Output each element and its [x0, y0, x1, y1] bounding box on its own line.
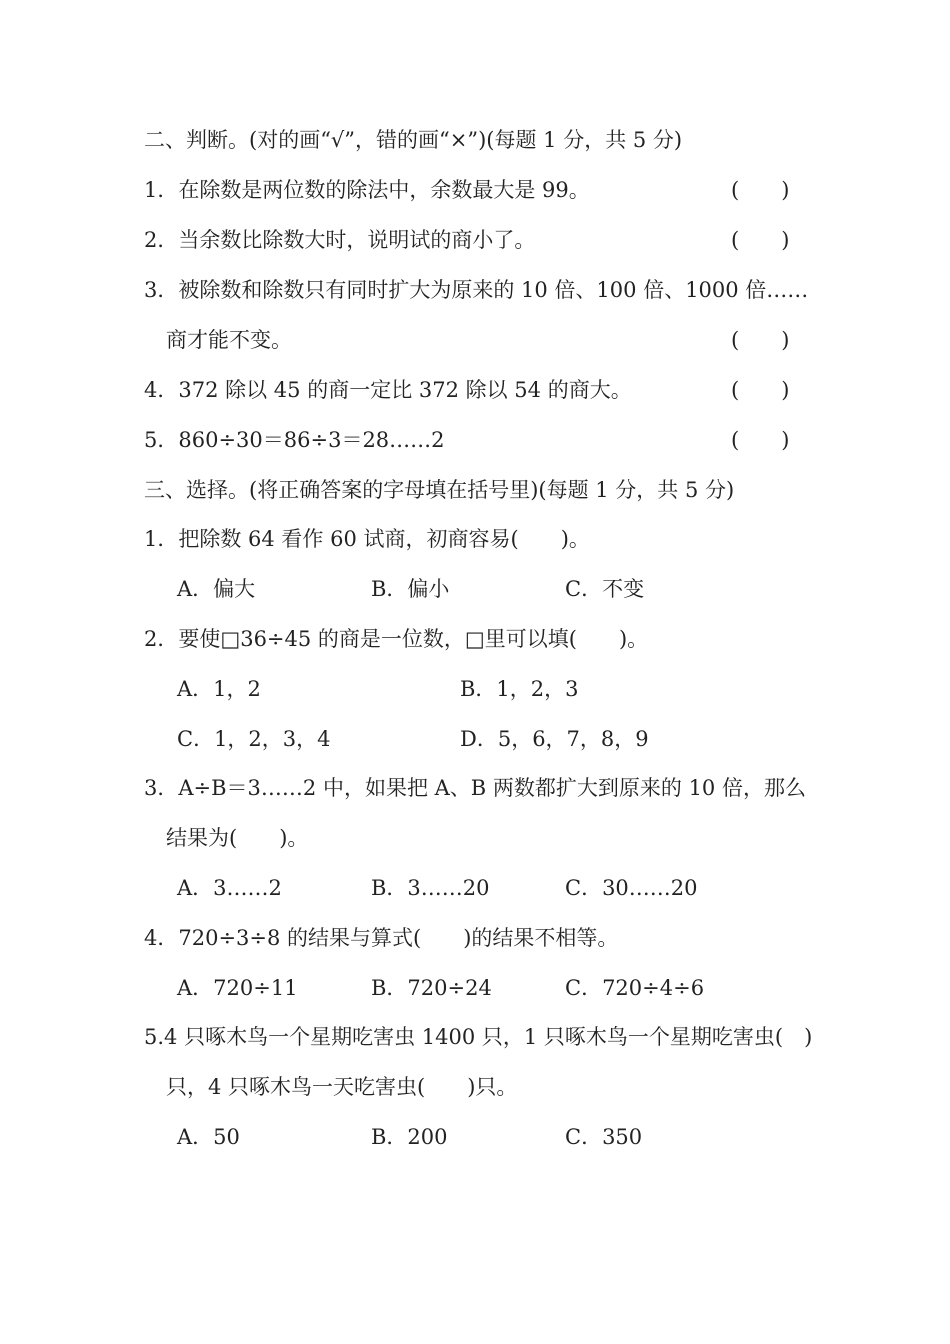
option-3c[interactable]: C．30……20	[565, 876, 698, 900]
judgement-question-4: 4．372 除以 45 的商一定比 372 除以 54 的商大。	[144, 378, 632, 402]
answer-blank-4[interactable]: ( )	[731, 378, 790, 402]
option-2d[interactable]: D．5，6，7，8，9	[460, 727, 649, 751]
option-4c[interactable]: C．720÷4÷6	[565, 976, 705, 1000]
choice-question-1: 1．把除数 64 看作 60 试商，初商容易( )。	[144, 527, 590, 551]
section-heading-choice: 三、选择。(将正确答案的字母填在括号里)(每题 1 分，共 5 分)	[144, 478, 735, 502]
option-5b[interactable]: B．200	[371, 1125, 448, 1149]
option-5a[interactable]: A．50	[177, 1125, 240, 1149]
choice-question-5: 5.4 只啄木鸟一个星期吃害虫 1400 只，1 只啄木鸟一个星期吃害虫( )	[144, 1025, 813, 1049]
option-1c[interactable]: C．不变	[565, 577, 645, 601]
option-2c[interactable]: C．1，2，3，4	[177, 727, 331, 751]
option-1b[interactable]: B．偏小	[371, 577, 450, 601]
judgement-question-1: 1．在除数是两位数的除法中，余数最大是 99。	[144, 178, 590, 202]
choice-question-3: 3．A÷B＝3……2 中，如果把 A、B 两数都扩大到原来的 10 倍，那么	[144, 776, 806, 800]
option-1a[interactable]: A．偏大	[177, 577, 256, 601]
option-2b[interactable]: B．1，2，3	[460, 677, 579, 701]
option-3a[interactable]: A．3……2	[177, 876, 282, 900]
choice-question-2: 2．要使□36÷45 的商是一位数，□里可以填( )。	[144, 627, 649, 651]
judgement-question-3-continuation: 商才能不变。	[166, 328, 292, 352]
judgement-question-5: 5．860÷30＝86÷3＝28……2	[144, 428, 445, 452]
option-4b[interactable]: B．720÷24	[371, 976, 492, 1000]
section-heading-judgement: 二、判断。(对的画“√”，错的画“×”)(每题 1 分，共 5 分)	[144, 128, 683, 152]
choice-question-4: 4．720÷3÷8 的结果与算式( )的结果不相等。	[144, 926, 619, 950]
judgement-question-2: 2．当余数比除数大时，说明试的商小了。	[144, 228, 536, 252]
option-2a[interactable]: A．1，2	[177, 677, 261, 701]
option-3b[interactable]: B．3……20	[371, 876, 490, 900]
choice-question-5-continuation: 只，4 只啄木鸟一天吃害虫( )只。	[166, 1075, 518, 1099]
option-4a[interactable]: A．720÷11	[177, 976, 298, 1000]
choice-question-3-continuation: 结果为( )。	[166, 826, 309, 850]
answer-blank-5[interactable]: ( )	[731, 428, 790, 452]
answer-blank-2[interactable]: ( )	[731, 228, 790, 252]
option-5c[interactable]: C．350	[565, 1125, 643, 1149]
answer-blank-1[interactable]: ( )	[731, 178, 790, 202]
judgement-question-3: 3．被除数和除数只有同时扩大为原来的 10 倍、100 倍、1000 倍……	[144, 278, 809, 302]
answer-blank-3[interactable]: ( )	[731, 328, 790, 352]
